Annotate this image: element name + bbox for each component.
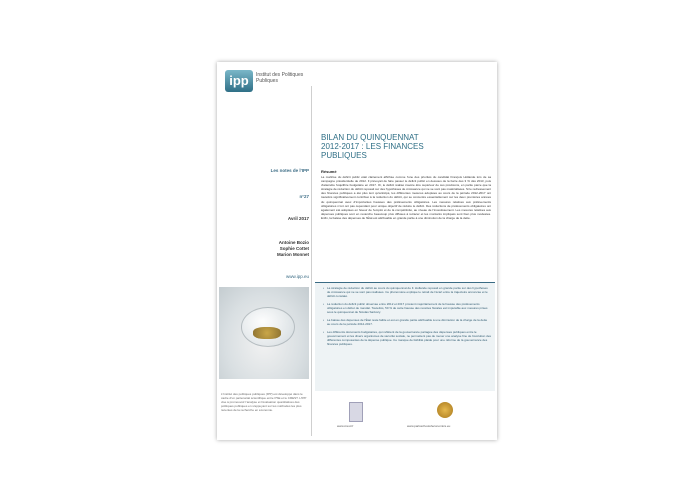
series-name: Les notes de l'IPP xyxy=(270,168,309,173)
note-number: n°27 xyxy=(299,194,309,199)
list-item: • Les différents documents budgétaires, qui reflètent de la gouvernance partagée des dépenses publiques entre le gouvernement et les divers organismes de sécurité sociale, ne permettent pas de mener une analyse fine de l'évolution des différentes composantes de la dépense publique. Ce manque de lisibilité plaide pour une réforme de la gouvernance des finances publiques. xyxy=(323,330,491,346)
publication-date: Avril 2017 xyxy=(287,216,309,221)
report-page xyxy=(217,62,497,440)
crest-logo-icon xyxy=(349,402,363,422)
authors xyxy=(277,240,309,258)
ipp-logo-text: Institut des Politiques Publiques xyxy=(256,72,304,84)
column-divider xyxy=(311,86,312,436)
pse-url[interactable]: www.parisschoolofeconomics.eu xyxy=(407,424,451,428)
partner-crest xyxy=(337,402,397,432)
author: Sophie Cottet xyxy=(279,246,309,251)
key-points-list xyxy=(323,286,491,350)
list-item: • La stratégie de réduction du déficit au cours du quinquennat de F. Hollande reposait en grande partie sur des hypothèses de croissance qui ne se sont pas réalisées. Ce phénomène explique le retrait de l'écart entre la trajectoire annoncée et le déficit constaté. xyxy=(323,286,491,298)
abstract-heading: Résumé xyxy=(321,169,337,174)
ipp-logo-mark: ipp xyxy=(225,70,253,92)
list-item: • La réduction du déficit public observée entre 2012 et 2017 provient majoritairement de la hausse des prélèvements obligatoires en début de mandat. Toutefois, 50 % de cette hausse des recettes fiscales est imputable aux mesures prises sous le quinquennat de Nicolas Sarkozy. xyxy=(323,302,491,314)
author: Antoine Bozio xyxy=(278,240,309,245)
author: Marion Monnet xyxy=(277,252,309,257)
ipp-logo xyxy=(225,70,315,94)
coins-icon xyxy=(253,327,281,339)
list-item: • La baisse des dépenses de l'État reste faible et est en grande partie attribuable à une diminution de la charge de la dette au cours de la période 2012-2017. xyxy=(323,318,491,326)
website-link[interactable]: www.ipp.eu xyxy=(285,274,309,279)
abstract-text: La maîtrise du déficit public était clairement affichée comme l'une des priorités du candidat François Hollande lors de sa campagne présidentielle de 2012. Il prévoyait de faire passer le déficit public en dessous de la barre des 3 % dès 2013, puis d'atteindre l'équilibre budgétaire en 2017. Or, le déficit réalisé s'avère être supérieur de ces prévisions, en partie parce que la stratégie de réduction du déficit reposait sur des hypothèses de croissance qui ne se sont pas matérialisées. Si le redressement des finances publiques a été plus lent qu'anticipé, les différentes mesures adoptées au cours de la période 2012-2017 ont toutefois significativement contribué à la réduction du déficit, qui se concentre essentiellement sur les deux premières années du quinquennat avec d'importantes hausses des prélèvements obligatoires. Les mesures relatives aux prélèvements obligatoires n'ont ont pas cependant pour unique objectif de réduire le déficit. Des réductions de prélèvements obligatoires ont également été adoptées en faveur de l'emploi et de la compétitivité, au niveau de l'investissement. Les mesures relatives aux dépenses publiques sont en revanche beaucoup plus diffuses à retracer et les montants impliqués sont bien plus modestes. Enfin, la baisse des dépenses de l'État est attribuable en grande partie à une diminution de la charge de la dette. xyxy=(321,175,491,220)
report-title: BILAN DU QUINQUENNAT 2012-2017 : LES FINANCES PUBLIQUES xyxy=(321,133,424,160)
institute-description: L'Institut des politiques publiques (IPP) est développé dans le cadre d'un partenariat scientifique entre PSE et le CREST. L'IPP vise à promouvoir l'analyse et l'évaluation quantitatives des politiques publiques en s'appuyant sur les méthodes les plus récentes de la recherche en économie. xyxy=(221,392,307,412)
partner-pse xyxy=(407,402,467,432)
crest-url[interactable]: www.crest.fr xyxy=(337,424,354,428)
pse-logo-icon xyxy=(437,402,453,418)
piggy-bank-photo xyxy=(219,287,309,379)
